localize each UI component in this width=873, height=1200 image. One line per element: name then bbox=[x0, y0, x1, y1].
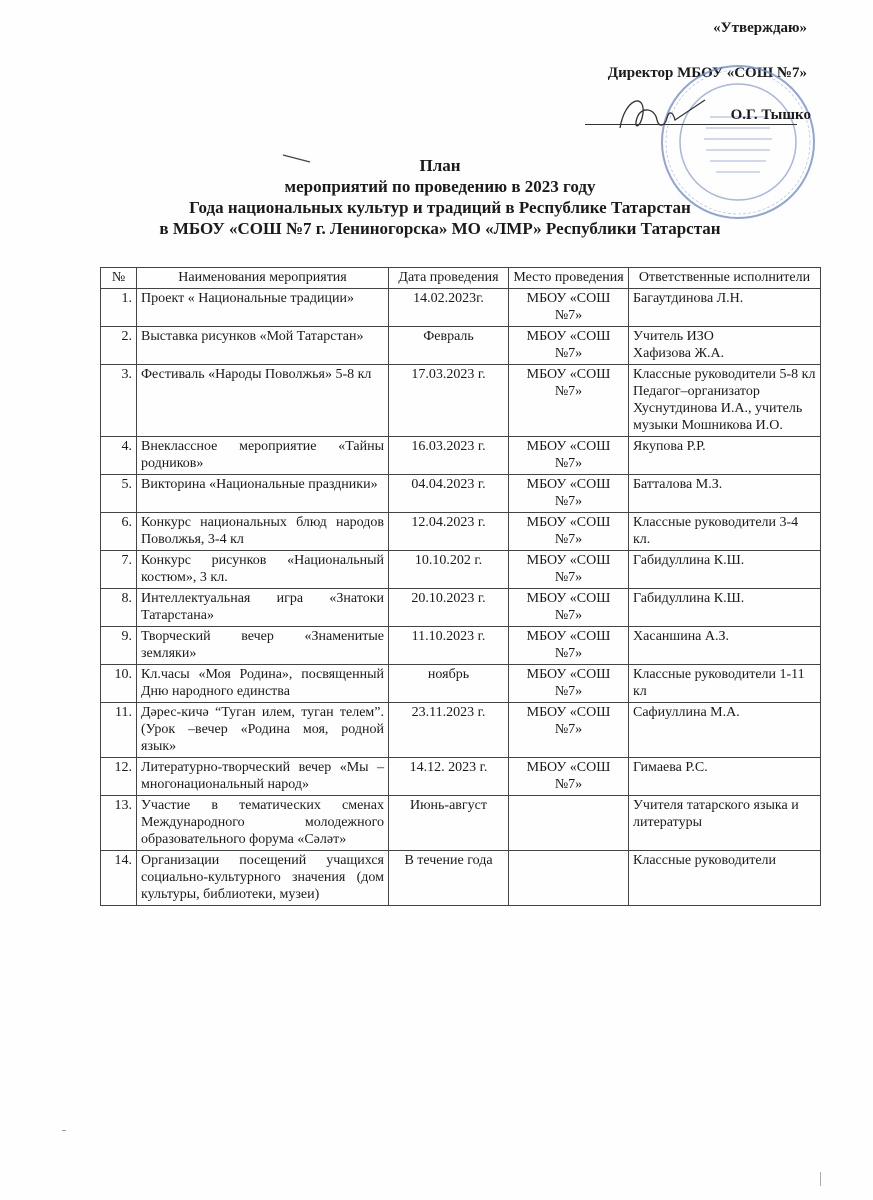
cell-num: 13. bbox=[101, 796, 137, 851]
table-row bbox=[101, 475, 821, 513]
director-position: Директор МБОУ «СОШ №7» bbox=[607, 65, 807, 81]
table-row bbox=[101, 327, 821, 365]
table-row bbox=[101, 437, 821, 475]
approval-title: «Утверждаю» bbox=[713, 20, 807, 36]
header-date: Дата проведения bbox=[389, 268, 509, 289]
cell-name: Внеклассное мероприятие «Тайны родников» bbox=[137, 437, 389, 475]
cell-place: МБОУ «СОШ №7» bbox=[509, 513, 629, 551]
cell-name: Литературно-творческий вечер «Мы – многонациональный народ» bbox=[137, 758, 389, 796]
header-place: Место проведения bbox=[509, 268, 629, 289]
cell-resp: Гимаева Р.С. bbox=[629, 758, 821, 796]
document-title bbox=[100, 155, 780, 239]
cell-place: МБОУ «СОШ №7» bbox=[509, 758, 629, 796]
cell-name: Конкурс рисунков «Национальный костюм», 3 кл. bbox=[137, 551, 389, 589]
cell-place: МБОУ «СОШ №7» bbox=[509, 437, 629, 475]
cell-name: Выставка рисунков «Мой Татарстан» bbox=[137, 327, 389, 365]
cell-resp: Багаутдинова Л.Н. bbox=[629, 289, 821, 327]
table-row bbox=[101, 589, 821, 627]
cell-date: ноябрь bbox=[389, 665, 509, 703]
cell-date: Июнь-август bbox=[389, 796, 509, 851]
cell-date: 23.11.2023 г. bbox=[389, 703, 509, 758]
cell-date: 11.10.2023 г. bbox=[389, 627, 509, 665]
cell-name: Дәрес-кичә “Туган илем, туган телем”.(Урок –вечер «Родина моя, родной язык» bbox=[137, 703, 389, 758]
cell-place: МБОУ «СОШ №7» bbox=[509, 365, 629, 437]
cell-date: 12.04.2023 г. bbox=[389, 513, 509, 551]
cell-place: МБОУ «СОШ №7» bbox=[509, 551, 629, 589]
cell-date: 10.10.202 г. bbox=[389, 551, 509, 589]
title-line-1: План bbox=[419, 156, 461, 175]
cell-num: 8. bbox=[101, 589, 137, 627]
cell-place: МБОУ «СОШ №7» bbox=[509, 289, 629, 327]
table-row bbox=[101, 627, 821, 665]
director-signature bbox=[615, 88, 715, 138]
cell-date: 17.03.2023 г. bbox=[389, 365, 509, 437]
cell-resp: Классные руководители 3-4 кл. bbox=[629, 513, 821, 551]
cell-resp: Классные руководители 1-11 кл bbox=[629, 665, 821, 703]
cell-place bbox=[509, 851, 629, 906]
title-line-3: Года национальных культур и традиций в Республике Татарстан bbox=[189, 198, 691, 217]
cell-resp: Учителя татарского языка и литературы bbox=[629, 796, 821, 851]
cell-num: 5. bbox=[101, 475, 137, 513]
header-num: № bbox=[101, 268, 137, 289]
cell-place: МБОУ «СОШ №7» bbox=[509, 703, 629, 758]
title-line-4: в МБОУ «СОШ №7 г. Лениногорска» МО «ЛМР» Республики Татарстан bbox=[159, 219, 721, 238]
cell-resp: Габидуллина К.Ш. bbox=[629, 551, 821, 589]
header-resp: Ответственные исполнители bbox=[629, 268, 821, 289]
table-row bbox=[101, 665, 821, 703]
cell-num: 11. bbox=[101, 703, 137, 758]
cell-resp: Классные руководители bbox=[629, 851, 821, 906]
cell-name: Конкурс национальных блюд народов Поволжья, 3-4 кл bbox=[137, 513, 389, 551]
cell-num: 7. bbox=[101, 551, 137, 589]
cell-resp: Хасаншина А.З. bbox=[629, 627, 821, 665]
cell-name: Творческий вечер «Знаменитые земляки» bbox=[137, 627, 389, 665]
cell-name: Участие в тематических сменах Международного молодежного образовательного форума «Сәләт» bbox=[137, 796, 389, 851]
cell-resp: Батталова М.З. bbox=[629, 475, 821, 513]
cell-resp: Якупова Р.Р. bbox=[629, 437, 821, 475]
cell-place: МБОУ «СОШ №7» bbox=[509, 589, 629, 627]
scan-edge-mark bbox=[820, 1172, 821, 1186]
table-row bbox=[101, 703, 821, 758]
cell-name: Интеллектуальная игра «Знатоки Татарстана» bbox=[137, 589, 389, 627]
table-row bbox=[101, 551, 821, 589]
table-row bbox=[101, 758, 821, 796]
table-row bbox=[101, 851, 821, 906]
cell-num: 14. bbox=[101, 851, 137, 906]
header-name: Наименования мероприятия bbox=[137, 268, 389, 289]
signature-line bbox=[585, 124, 797, 125]
cell-num: 1. bbox=[101, 289, 137, 327]
table-row bbox=[101, 289, 821, 327]
cell-num: 10. bbox=[101, 665, 137, 703]
cell-resp: Классные руководители 5-8 кл Педагог–организатор Хуснутдинова И.А., учитель музыки Мошникова И.О. bbox=[629, 365, 821, 437]
cell-place bbox=[509, 796, 629, 851]
cell-num: 4. bbox=[101, 437, 137, 475]
cell-num: 3. bbox=[101, 365, 137, 437]
cell-name: Проект « Национальные традиции» bbox=[137, 289, 389, 327]
cell-num: 9. bbox=[101, 627, 137, 665]
scan-mark bbox=[62, 1130, 66, 1131]
cell-resp: Сафиуллина М.А. bbox=[629, 703, 821, 758]
cell-date: 14.12. 2023 г. bbox=[389, 758, 509, 796]
table-row bbox=[101, 513, 821, 551]
cell-date: 14.02.2023г. bbox=[389, 289, 509, 327]
table-row bbox=[101, 365, 821, 437]
cell-date: Февраль bbox=[389, 327, 509, 365]
cell-resp: Учитель ИЗО Хафизова Ж.А. bbox=[629, 327, 821, 365]
cell-name: Организации посещений учащихся социально-культурного значения (дом культуры, библиотеки, музеи) bbox=[137, 851, 389, 906]
cell-num: 6. bbox=[101, 513, 137, 551]
cell-num: 12. bbox=[101, 758, 137, 796]
cell-place: МБОУ «СОШ №7» bbox=[509, 475, 629, 513]
signer-name: О.Г. Тышко bbox=[730, 107, 811, 123]
cell-date: 04.04.2023 г. bbox=[389, 475, 509, 513]
cell-place: МБОУ «СОШ №7» bbox=[509, 327, 629, 365]
table-header-row bbox=[101, 268, 821, 289]
cell-date: 20.10.2023 г. bbox=[389, 589, 509, 627]
cell-num: 2. bbox=[101, 327, 137, 365]
cell-date: 16.03.2023 г. bbox=[389, 437, 509, 475]
cell-resp: Габидуллина К.Ш. bbox=[629, 589, 821, 627]
table-row bbox=[101, 796, 821, 851]
cell-name: Викторина «Национальные праздники» bbox=[137, 475, 389, 513]
cell-date: В течение года bbox=[389, 851, 509, 906]
events-table bbox=[100, 267, 821, 906]
title-line-2: мероприятий по проведению в 2023 году bbox=[284, 177, 596, 196]
cell-place: МБОУ «СОШ №7» bbox=[509, 627, 629, 665]
cell-name: Фестиваль «Народы Поволжья» 5-8 кл bbox=[137, 365, 389, 437]
cell-place: МБОУ «СОШ №7» bbox=[509, 665, 629, 703]
cell-name: Кл.часы «Моя Родина», посвященный Дню народного единства bbox=[137, 665, 389, 703]
